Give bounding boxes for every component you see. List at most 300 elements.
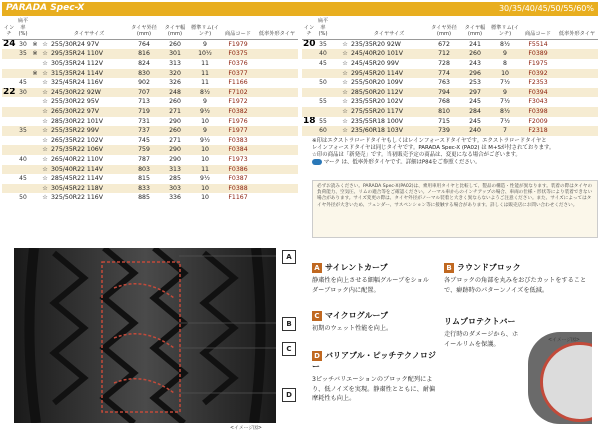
cell-code: F0382 — [220, 107, 256, 117]
cell-m2: ☆ — [42, 194, 48, 202]
feature-a-title: サイレントカーブ — [325, 263, 388, 272]
feature-c — [312, 310, 432, 334]
cell-flat: 55 — [319, 117, 327, 125]
cell-low-profile — [256, 126, 298, 136]
column-header — [330, 17, 340, 39]
feature-d-badge: D — [312, 351, 322, 361]
cell-m1 — [30, 107, 40, 117]
table-row — [2, 145, 298, 155]
cell-od: 824 — [138, 59, 150, 67]
cell-w: 271 — [160, 107, 190, 117]
cell-rim: 11 — [190, 165, 220, 175]
column-header: タイヤ外径(mm) — [428, 17, 460, 39]
cell-low-profile — [256, 97, 298, 107]
note-line: レインフォースドタイヤは同じタイヤです。PARADA Spec-X (PA02) は M+Sが付されております。 — [312, 145, 555, 151]
cell-rim: 9 — [190, 126, 220, 136]
cell-rim: 11 — [201, 79, 209, 87]
cell-rim: 8 — [503, 59, 507, 67]
cell-low-profile — [256, 49, 298, 59]
cell-m2: ☆ — [40, 165, 50, 175]
table-row — [2, 49, 298, 59]
column-header: インチ — [302, 17, 316, 39]
cell-w: 301 — [160, 49, 190, 59]
cell-size: 245/45R20 99V — [351, 59, 400, 67]
cell-w: 245 — [469, 117, 481, 125]
column-header — [40, 17, 50, 39]
feature-a-body: 静粛性を向上させる細幅グルーブをショルダーブロック内に配置。 — [312, 277, 429, 294]
cell-m2: ☆ — [40, 145, 50, 155]
cell-low-profile — [556, 107, 598, 117]
cell-code: F1975 — [528, 59, 548, 67]
cell-m1 — [330, 78, 340, 88]
cell-rim: 10½ — [190, 49, 220, 59]
table-notes — [312, 138, 598, 167]
tire-tread-illustration — [14, 248, 276, 423]
cell-rim: 10 — [201, 117, 209, 125]
cell-low-profile — [256, 117, 298, 127]
cell-m1 — [330, 107, 340, 117]
column-header: インチ — [2, 17, 16, 39]
cell-w: 290 — [160, 145, 190, 155]
image-caption: <イメージ図> — [230, 426, 262, 431]
cell-size: 285/50R20 112V — [350, 88, 428, 98]
cell-m2: ☆ — [342, 79, 348, 87]
wheel-rim-shape — [540, 342, 592, 422]
cell-inch — [2, 69, 16, 79]
cell-size: 255/50R20 109V — [351, 79, 403, 87]
cell-flat: 45 — [319, 59, 327, 67]
cell-m2: ☆ — [42, 59, 48, 67]
cell-od: 902 — [138, 79, 150, 87]
label-c: C — [282, 342, 296, 356]
cell-rim: 9 — [490, 88, 520, 98]
cell-inch — [2, 155, 16, 165]
column-header: タイヤ幅(mm) — [160, 17, 190, 39]
cell-m2: ☆ — [40, 184, 50, 194]
table-row — [2, 107, 298, 117]
column-header: 商品コード — [520, 17, 556, 39]
cell-inch — [302, 78, 316, 88]
cell-flat: 45 — [19, 79, 27, 87]
cell-flat — [316, 69, 330, 79]
column-header: タイヤ外径(mm) — [128, 17, 160, 39]
cell-size: 255/35R22 99V — [50, 126, 128, 136]
cell-flat — [316, 107, 330, 117]
cell-flat: 30 — [16, 88, 30, 98]
cell-od: 816 — [128, 49, 160, 59]
cell-low-profile — [256, 136, 298, 146]
label-d: D — [282, 388, 296, 402]
cell-inch — [302, 126, 316, 136]
cell-od: 737 — [128, 126, 160, 136]
cell-code: F0398 — [520, 107, 556, 117]
cell-size: 305/40R22 114V — [50, 165, 128, 175]
cell-w: 240 — [460, 126, 490, 136]
cell-flat — [16, 107, 30, 117]
aspect-ratio-list: 30/35/40/45/50/55/60% — [498, 4, 594, 13]
cell-code: F7102 — [220, 88, 256, 98]
cell-od: 787 — [138, 155, 150, 163]
table-row — [302, 126, 598, 136]
cell-flat: 60 — [316, 126, 330, 136]
cell-code: F1977 — [220, 126, 256, 136]
cell-inch — [302, 49, 316, 59]
cell-code: F0387 — [228, 175, 248, 183]
cell-code: F1979 — [228, 40, 248, 48]
cell-rim: 8½ — [190, 88, 220, 98]
table-row — [2, 193, 298, 203]
cell-flat — [16, 69, 30, 79]
feature-c-title: マイクログルーブ — [325, 311, 389, 320]
cell-inch — [2, 49, 16, 59]
cell-od: 712 — [428, 49, 460, 59]
note-line: ☆印の商品は「新発売」です。当初販売予定の商品は、変更になる場合がございます。 — [312, 152, 521, 158]
cell-m2: ☆ — [342, 59, 348, 67]
cell-w: 290 — [169, 117, 181, 125]
cell-od: 715 — [438, 117, 450, 125]
cell-size: 235/55R18 100V — [351, 117, 403, 125]
cell-m2: ☆ — [340, 49, 350, 59]
cell-od: 672 — [438, 40, 450, 48]
cell-size: 235/60R18 103V — [350, 126, 428, 136]
cell-size: 255/30R22 95V — [51, 98, 100, 106]
cell-low-profile — [256, 174, 298, 184]
feature-c-badge: C — [312, 311, 322, 321]
cell-low-profile — [556, 126, 598, 136]
table-row — [2, 165, 298, 175]
feature-d-title: バリアブル・ピッチテクノロジー — [312, 351, 436, 371]
feature-a — [312, 262, 432, 295]
cell-low-profile — [256, 78, 298, 88]
cell-size: 255/30R24 97V — [51, 40, 100, 48]
caution-text: 必ずお読みください。PARADA Spec-X(PA02)は、乗用車用タイヤと比較して、製品の構造・性能が異なります。装着の際はタイヤの負荷能力、空気圧、リムの適合等をご確認ください。ノーマル車からのインチアップの場合、車両の仕様・形状等により装着できない場合があります。サイズ変更の際は、タイヤ外径がノーマル装着と大きく異ならないようご注意ください。また、サイズによってはタイヤ外径が大きいため、フェンダー、サスペンション等に接触する場合があります。詳しくは販売店にお問い合わせください。 — [317, 184, 593, 208]
cell-code: F0384 — [220, 145, 256, 155]
cell-m1 — [30, 155, 40, 165]
cell-w: 271 — [169, 136, 181, 144]
cell-code: F0386 — [220, 165, 256, 175]
feature-d-body: 3ピッチバリエーションのブロック配列により、低ノイズを実現。静粛性とともに、耐偏摩耗性も向上。 — [312, 376, 436, 402]
cell-w: 260 — [169, 40, 181, 48]
cell-m1 — [30, 97, 40, 107]
table-row — [302, 69, 598, 79]
cell-low-profile — [556, 97, 598, 107]
cell-od: 833 — [128, 184, 160, 194]
cell-od: 707 — [128, 88, 160, 98]
page-header — [2, 2, 598, 16]
cell-inch — [2, 145, 16, 155]
cell-m2: ☆ — [340, 88, 350, 98]
caution-box — [312, 180, 598, 238]
cell-flat — [16, 59, 30, 69]
cell-od: 810 — [428, 107, 460, 117]
cell-inch: 24 — [3, 39, 16, 49]
column-header: 扁平率(%) — [16, 17, 30, 39]
cell-flat: 35 — [16, 49, 30, 59]
cell-size: 325/50R22 116V — [51, 194, 103, 202]
table-row — [302, 117, 598, 127]
cell-inch — [2, 97, 16, 107]
cell-size: 265/35R22 102V — [51, 136, 103, 144]
cell-m1 — [30, 88, 40, 98]
cell-code: F0376 — [228, 59, 248, 67]
cell-low-profile — [556, 69, 598, 79]
product-title: PARADA Spec-X — [6, 3, 85, 13]
cell-od: 764 — [138, 40, 150, 48]
note-line: マーク は、低率外形タイヤです。詳細はP84をご参照ください。 — [312, 159, 598, 167]
cell-inch — [2, 193, 16, 203]
cell-m2: ☆ — [342, 40, 348, 48]
cell-flat: 35 — [319, 40, 327, 48]
cell-size: 305/35R24 112V — [51, 59, 103, 67]
cell-code: F3043 — [528, 98, 548, 106]
cell-code: F0375 — [220, 49, 256, 59]
cell-size: 235/35R20 92W — [351, 40, 401, 48]
cell-m1 — [30, 136, 40, 146]
cell-size: 245/30R22 92W — [50, 88, 128, 98]
cell-inch: 20 — [303, 39, 316, 49]
column-header — [340, 17, 350, 39]
cell-m1 — [330, 39, 340, 49]
cell-od: 830 — [128, 69, 160, 79]
cell-size: 235/55R20 102V — [351, 98, 403, 106]
cell-rim: 9½ — [200, 136, 210, 144]
cell-m1 — [30, 59, 40, 69]
cell-low-profile — [556, 49, 598, 59]
table-row — [2, 78, 298, 88]
cell-rim: 10 — [190, 145, 220, 155]
cell-flat — [16, 145, 30, 155]
label-a: A — [282, 250, 296, 264]
cell-flat — [16, 97, 30, 107]
cell-flat: 55 — [319, 98, 327, 106]
cell-m1 — [330, 69, 340, 79]
cell-w: 303 — [160, 184, 190, 194]
cell-rim: 9 — [203, 98, 207, 106]
cell-low-profile — [256, 107, 298, 117]
cell-m2: ☆ — [42, 40, 48, 48]
cell-flat: 45 — [19, 175, 27, 183]
cell-m2: ☆ — [42, 79, 48, 87]
cell-m1 — [30, 78, 40, 88]
cell-w: 326 — [169, 79, 181, 87]
cell-low-profile — [556, 117, 598, 127]
cell-size: 295/35R24 110V — [50, 49, 128, 59]
cell-size: 305/45R22 118V — [50, 184, 128, 194]
column-header: タイヤサイズ — [50, 17, 128, 39]
cell-m2: ☆ — [40, 126, 50, 136]
feature-d — [312, 350, 436, 404]
cell-rim: 11 — [190, 69, 220, 79]
cell-rim: 9½ — [190, 107, 220, 117]
cell-m1 — [30, 174, 40, 184]
cell-rim: 7½ — [500, 79, 510, 87]
cell-code: F0377 — [220, 69, 256, 79]
cell-low-profile — [256, 184, 298, 194]
cell-w: 241 — [469, 40, 481, 48]
cell-w: 248 — [160, 88, 190, 98]
cell-m2: ☆ — [42, 175, 48, 183]
cell-inch — [2, 165, 16, 175]
cell-low-profile — [256, 39, 298, 49]
cell-od: 728 — [438, 59, 450, 67]
cell-low-profile — [256, 59, 298, 69]
cell-code: F1976 — [228, 117, 248, 125]
cell-code: F0394 — [520, 88, 556, 98]
cell-low-profile — [256, 88, 298, 98]
cell-rim: 10 — [201, 194, 209, 202]
table-row — [2, 69, 298, 79]
cell-rim: 10 — [190, 184, 220, 194]
cell-od: 745 — [138, 136, 150, 144]
cell-code: F2318 — [520, 126, 556, 136]
cell-code: F2353 — [528, 79, 548, 87]
cell-inch: 18 — [303, 116, 316, 126]
feature-rim-title: リムプロテクトバー — [444, 317, 516, 326]
cell-w: 284 — [460, 107, 490, 117]
cell-od: 713 — [138, 98, 150, 106]
cell-low-profile — [556, 88, 598, 98]
size-table-right — [302, 17, 598, 136]
cell-inch — [2, 107, 16, 117]
cell-m2: ☆ — [42, 117, 48, 125]
cell-size: 265/40R22 110V — [51, 155, 103, 163]
cell-m1 — [30, 126, 40, 136]
cell-m1 — [30, 165, 40, 175]
cell-low-profile — [256, 145, 298, 155]
column-header: 扁平率(%) — [316, 17, 330, 39]
cell-w: 243 — [469, 59, 481, 67]
column-header: 商品コード — [220, 17, 256, 39]
table-row — [302, 59, 598, 69]
rim-image-caption: <イメージ図> — [548, 338, 580, 343]
cell-rim: 7 — [490, 126, 520, 136]
cell-m1 — [330, 97, 340, 107]
cell-inch — [2, 126, 16, 136]
cell-inch — [302, 88, 316, 98]
cell-od: 719 — [128, 107, 160, 117]
cell-code: F0389 — [520, 49, 556, 59]
feature-a-badge: A — [312, 263, 322, 273]
cell-inch: 22 — [3, 87, 16, 97]
label-b: B — [282, 317, 296, 331]
cell-size: 275/55R20 117V — [350, 107, 428, 117]
cell-code: F0383 — [228, 136, 248, 144]
cell-od: 774 — [428, 69, 460, 79]
cell-m2: ☆ — [340, 69, 350, 79]
cell-m1: ※ — [30, 69, 40, 79]
cell-w: 313 — [160, 165, 190, 175]
cell-m1 — [30, 193, 40, 203]
cell-flat: 50 — [319, 79, 327, 87]
cell-code: F0388 — [220, 184, 256, 194]
feature-b — [444, 262, 594, 295]
table-row — [302, 107, 598, 117]
cell-w: 290 — [169, 155, 181, 163]
cell-m1 — [330, 117, 340, 127]
cell-size: 285/30R22 101V — [51, 117, 103, 125]
cell-m2: ☆ — [40, 49, 50, 59]
column-header: タイヤサイズ — [350, 17, 428, 39]
cell-w: 296 — [460, 69, 490, 79]
table-row — [2, 136, 298, 146]
cell-flat: 40 — [316, 49, 330, 59]
cell-flat — [16, 184, 30, 194]
cell-inch — [302, 97, 316, 107]
cell-m2: ☆ — [42, 98, 48, 106]
column-header: タイヤ幅(mm) — [460, 17, 490, 39]
cell-rim: 9 — [490, 49, 520, 59]
cell-low-profile — [256, 165, 298, 175]
cell-m1 — [330, 88, 340, 98]
cell-od: 763 — [438, 79, 450, 87]
cell-code: F1166 — [228, 79, 248, 87]
cell-rim: 7½ — [500, 98, 510, 106]
cell-w: 297 — [460, 88, 490, 98]
feature-c-body: 初期のウェット性能を向上。 — [312, 325, 393, 332]
tire-tread-image — [14, 248, 276, 423]
feature-b-body: 各ブロックの角部を丸みをおびたカットをすることで、癖跡時のパターンノイズを低減。 — [444, 277, 587, 294]
cell-inch — [2, 174, 16, 184]
size-table-left — [2, 17, 298, 203]
table-row — [302, 39, 598, 49]
column-header — [30, 17, 40, 39]
table-row — [2, 97, 298, 107]
cell-code: F0392 — [520, 69, 556, 79]
table-row — [2, 184, 298, 194]
cell-m2: ☆ — [340, 126, 350, 136]
table-row — [302, 49, 598, 59]
cell-w: 245 — [469, 98, 481, 106]
cell-low-profile — [556, 78, 598, 88]
cell-inch — [2, 117, 16, 127]
cell-m1 — [330, 126, 340, 136]
table-row — [2, 39, 298, 49]
cell-rim: 10 — [490, 69, 520, 79]
cell-m2: ☆ — [340, 107, 350, 117]
cell-size: 295/45R20 114V — [350, 69, 428, 79]
cell-w: 260 — [160, 126, 190, 136]
cell-od: 731 — [138, 117, 150, 125]
cell-rim: 8½ — [500, 40, 510, 48]
column-header: 標準リム(インチ) — [190, 17, 220, 39]
table-row — [2, 59, 298, 69]
cell-od: 739 — [428, 126, 460, 136]
cell-inch — [302, 107, 316, 117]
column-header: 低率外形タイヤ — [256, 17, 298, 39]
cell-m2: ☆ — [342, 98, 348, 106]
cell-m2: ☆ — [40, 107, 50, 117]
cell-m1 — [330, 59, 340, 69]
cell-w: 336 — [169, 194, 181, 202]
column-header: 低率外形タイヤ — [556, 17, 598, 39]
table-row — [2, 88, 298, 98]
cell-rim: 9½ — [200, 175, 210, 183]
cell-inch — [2, 136, 16, 146]
cell-m1 — [30, 184, 40, 194]
cell-w: 313 — [169, 59, 181, 67]
cell-w: 285 — [169, 175, 181, 183]
cell-size: 275/35R22 106V — [50, 145, 128, 155]
low-profile-mark-icon — [312, 159, 322, 165]
table-row — [2, 155, 298, 165]
cell-w: 260 — [460, 49, 490, 59]
cell-w: 320 — [160, 69, 190, 79]
cell-w: 253 — [469, 79, 481, 87]
feature-rim-body: 走行時のダメージから、ホイールリムを保護。 — [444, 331, 519, 348]
cell-od: 803 — [128, 165, 160, 175]
cell-m1 — [30, 117, 40, 127]
cell-m1: ※ — [30, 49, 40, 59]
